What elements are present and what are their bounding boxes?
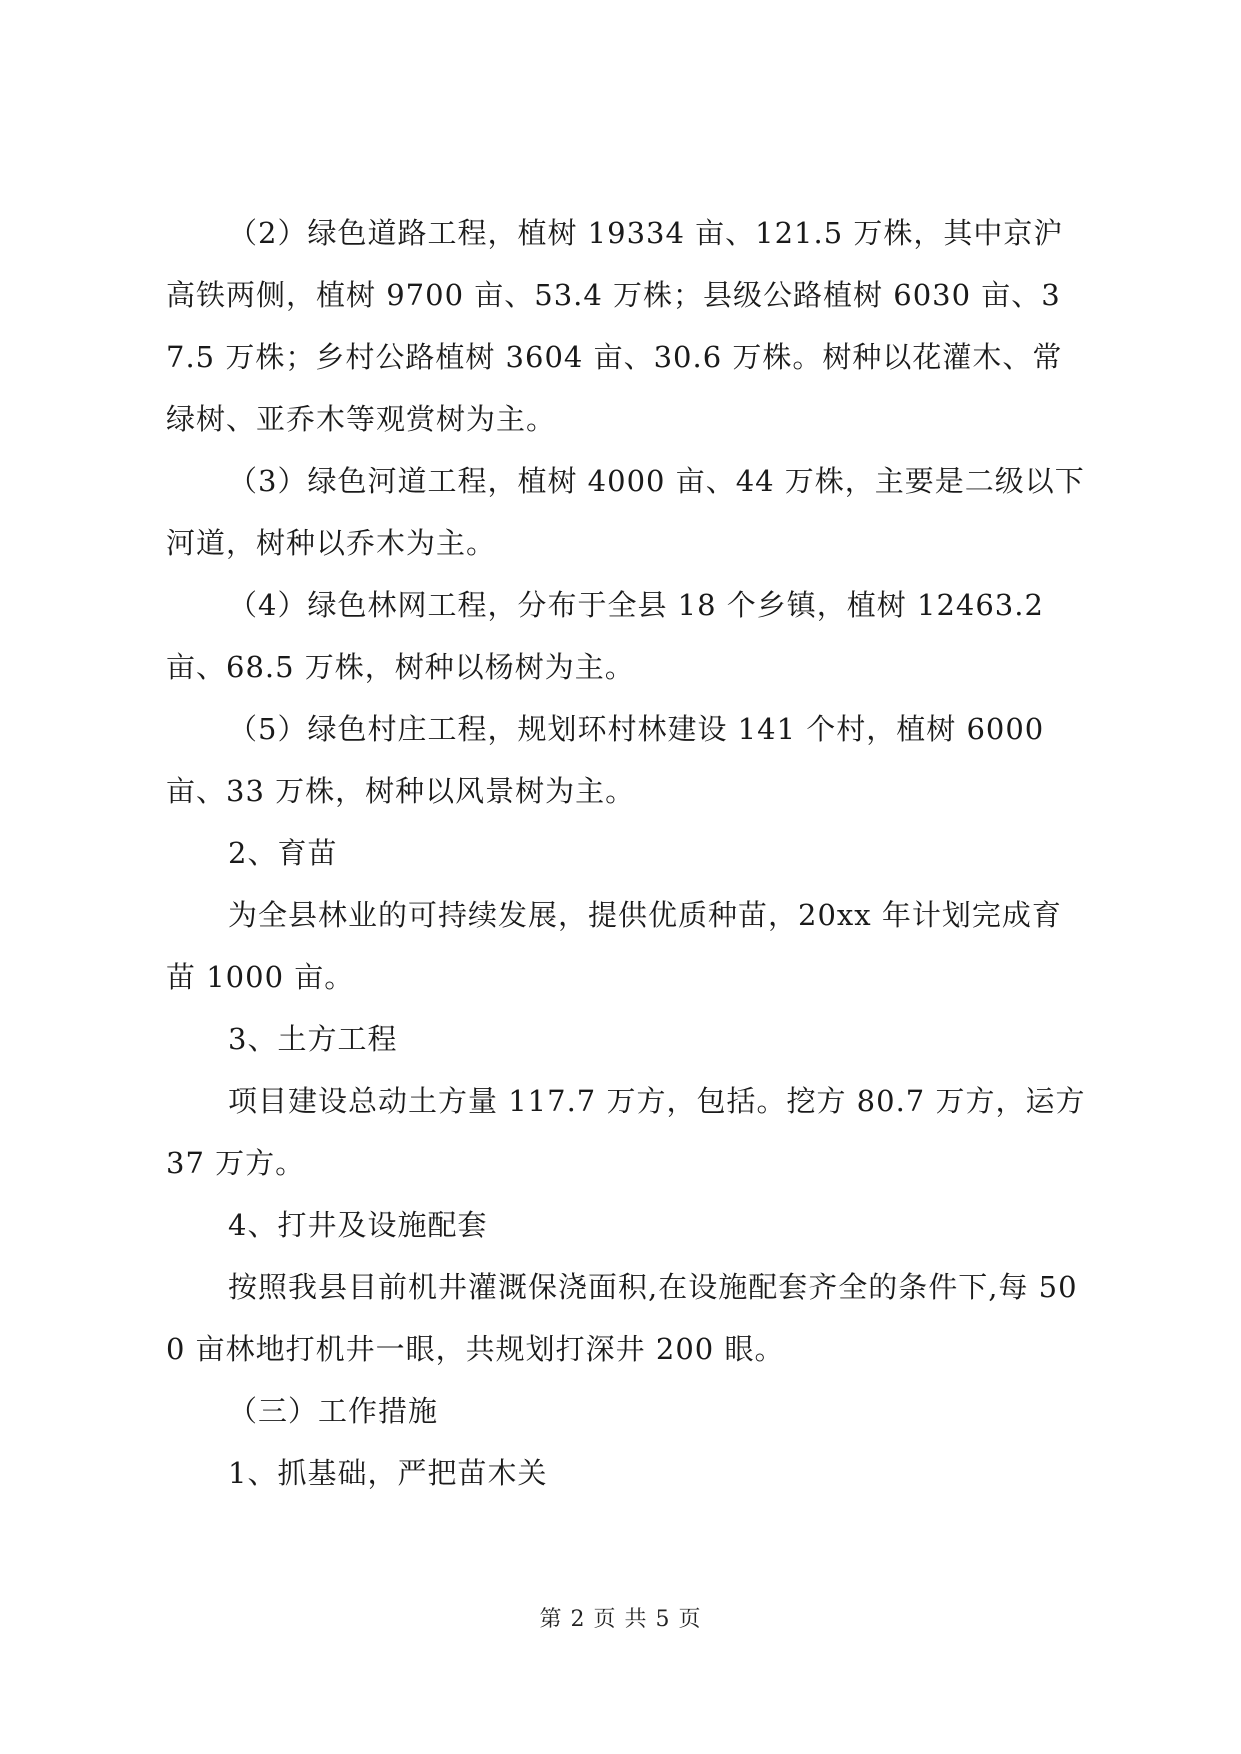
paragraph-green-village-project: （5）绿色村庄工程，规划环村林建设 141 个村，植树 6000 亩、33 万株，树种以风景树为主。 <box>166 712 1055 808</box>
paragraph-wells-facilities: 按照我县目前机井灌溉保浇面积,在设施配套齐全的条件下,每 500 亩林地打机井一眼，共规划打深井 200 眼。 <box>166 1270 1078 1366</box>
paragraph-earthwork: 项目建设总动土方量 117.7 万方，包括。挖方 80.7 万方，运方 37 万方。 <box>166 1084 1096 1180</box>
paragraph-green-road-project: （2）绿色道路工程，植树 19334 亩、121.5 万株，其中京沪高铁两侧，植树 9700 亩、53.4 万株；县级公路植树 6030 亩、37.5 万株；乡村公路植树 3604 亩、30.6 万株。树种以花灌木、常绿树、亚乔木等观赏树为主。 <box>166 216 1064 436</box>
heading-seedling-quality: 1、抓基础，严把苗木关 <box>228 1456 548 1490</box>
paragraph-green-river-project: （3）绿色河道工程，植树 4000 亩、44 万株，主要是二级以下河道，树种以乔木为主。 <box>166 464 1085 560</box>
paragraph-green-forest-network: （4）绿色林网工程，分布于全县 18 个乡镇，植树 12463.2 亩、68.5 万株，树种以杨树为主。 <box>166 588 1055 684</box>
page-number-footer: 第 2 页 共 5 页 <box>539 1607 702 1632</box>
paragraph-seedling: 为全县林业的可持续发展，提供优质种苗，20xx 年计划完成育苗 1000 亩。 <box>166 898 1062 994</box>
heading-wells-facilities: 4、打井及设施配套 <box>228 1208 488 1242</box>
heading-work-measures: （三）工作措施 <box>228 1394 439 1428</box>
heading-earthwork: 3、土方工程 <box>228 1022 398 1056</box>
heading-seedling: 2、育苗 <box>228 836 338 870</box>
